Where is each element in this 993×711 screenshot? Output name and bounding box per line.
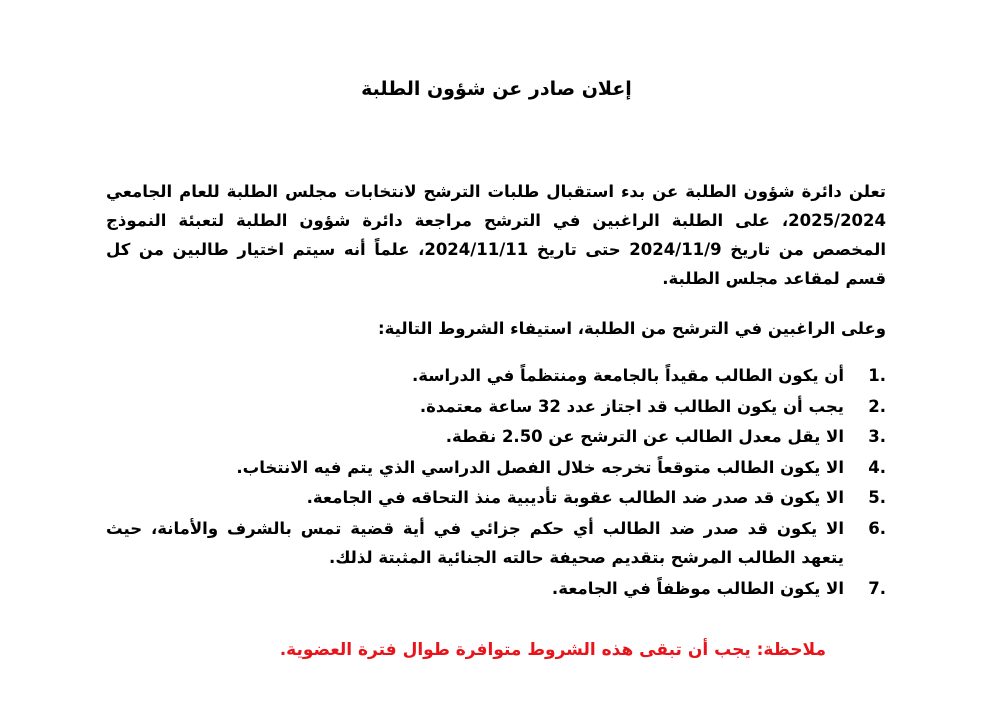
condition-item bbox=[106, 574, 886, 604]
condition-text: الا يكون قد صدر ضد الطالب أي حكم جزائي في أية قضية تمس بالشرف والأمانة، حيث يتعهد الطالب المرشح بتقديم صحيفة حالته الجنائية المثبتة لذلك. bbox=[106, 518, 844, 567]
condition-number: .5 bbox=[868, 488, 886, 507]
condition-number: .4 bbox=[868, 457, 886, 477]
conditions-lead: وعلى الراغبين في الترشح من الطلبة، استيفاء الشروط التالية: bbox=[378, 319, 886, 338]
condition-number: .6 bbox=[868, 518, 886, 538]
condition-item bbox=[106, 392, 886, 422]
condition-text: الا يكون الطالب موظفاً في الجامعة. bbox=[551, 578, 844, 598]
condition-text: الا يكون الطالب متوقعاً تخرجه خلال الفصل الدراسي الذي يتم فيه الانتخاب. bbox=[236, 457, 844, 477]
membership-note: ملاحظة: يجب أن تبقى هذه الشروط متوافرة طوال فترة العضوية. bbox=[279, 640, 826, 660]
condition-number: .7 bbox=[868, 578, 886, 598]
condition-item bbox=[106, 483, 886, 513]
announcement-title: إعلان صادر عن شؤون الطلبة bbox=[361, 78, 632, 100]
condition-text: يجب أن يكون الطالب قد اجتاز عدد 32 ساعة معتمدة. bbox=[419, 396, 844, 416]
condition-number: .3 bbox=[868, 427, 886, 446]
condition-number: .2 bbox=[868, 396, 886, 416]
condition-text: الا يقل معدل الطالب عن الترشح عن 2.50 نقطة. bbox=[445, 427, 844, 446]
condition-text: الا يكون قد صدر ضد الطالب عقوبة تأديبية منذ التحاقه في الجامعة. bbox=[306, 488, 844, 507]
condition-item bbox=[106, 453, 886, 483]
conditions-list bbox=[106, 361, 886, 604]
condition-item bbox=[106, 514, 886, 573]
condition-item bbox=[106, 361, 886, 391]
condition-number: .1 bbox=[868, 366, 886, 385]
condition-item bbox=[106, 422, 886, 452]
condition-text: أن يكون الطالب مقيداً بالجامعة ومنتظماً في الدراسة. bbox=[412, 366, 844, 385]
announcement-intro: تعلن دائرة شؤون الطلبة عن بدء استقبال طلبات الترشح لانتخابات مجلس الطلبة للعام الجامعي 2025/2024، على الطلبة الراغبين في الترشح مراجعة دائرة شؤون الطلبة لتعبئة النموذج المخصص من تاريخ 2024/11/9 حتى تاريخ 2024/11/11، علماً أنه سيتم اختيار طالبين من كل قسم لمقاعد مجلس الطلبة. bbox=[106, 182, 886, 288]
